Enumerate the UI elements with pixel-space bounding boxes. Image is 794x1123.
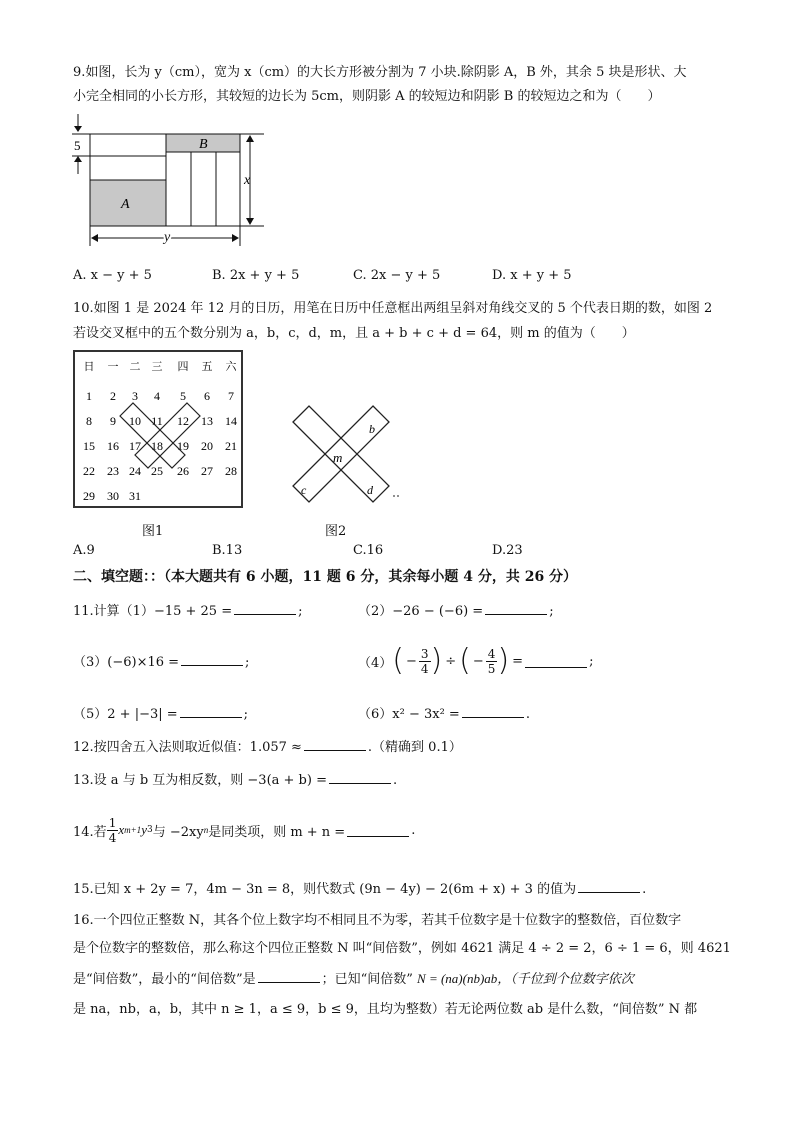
q11-part5-text: （5）2 + |−3| =: [73, 707, 178, 722]
q10-text-line2: 若设交叉框中的五个数分别为 a，b，c，d，m，且 a + b + c + d = 64，则 m 的值为（ ）: [73, 326, 635, 341]
calendar-date: 19: [177, 439, 189, 453]
q10-fig2-caption: 图2: [325, 524, 347, 539]
calendar-date: 18: [151, 439, 163, 453]
q9-figure: [68, 112, 268, 252]
calendar-weekday: 一: [107, 361, 119, 373]
q16-line3: [73, 970, 634, 989]
calendar-date: 13: [201, 414, 213, 428]
q10-fig2-label-m: m: [333, 450, 343, 465]
q9-option-a[interactable]: A. x − y + 5: [73, 268, 152, 283]
q12-suffix: .（精确到 0.1）: [367, 740, 462, 755]
q14-term-x: x: [118, 822, 125, 837]
calendar-date: 8: [86, 414, 92, 428]
section2-title: 二、填空题：：（本大题共有 6 小题，11 题 6 分，其余每小题 4 分，共 26 分）: [73, 569, 578, 585]
q14-exp1: m+1: [124, 825, 142, 835]
q14-exp3: n: [203, 825, 209, 835]
frac2-den: 5: [487, 661, 496, 676]
calendar-date: 3: [132, 389, 138, 403]
paren-left-2: (: [459, 643, 471, 678]
q10-fig2-label-c: c: [301, 483, 307, 497]
q11-part2: （2）−26 − (−6) = ;: [358, 604, 554, 619]
q16-line3b: ；已知“间倍数”: [321, 972, 413, 987]
paren-left: (: [392, 643, 404, 678]
q15-answer-blank[interactable]: [578, 880, 640, 893]
calendar-date: 7: [228, 389, 234, 403]
paren-right: ): [430, 643, 443, 678]
q11-part5: （5）2 + |−3| = ;: [73, 707, 249, 722]
calendar-date: 21: [225, 439, 237, 453]
q9-option-c[interactable]: C. 2x − y + 5: [353, 268, 441, 283]
frac1-num: 3: [420, 646, 429, 661]
q9-option-d[interactable]: D. x + y + 5: [492, 268, 572, 283]
calendar-weekday: 六: [225, 361, 237, 373]
q10-option-d[interactable]: D.23: [492, 543, 523, 558]
q11-part3: （3）(−6)×16 = ;: [73, 655, 250, 670]
q10-fig2-label-b: b: [369, 422, 375, 436]
q11-part4-answer-blank[interactable]: [525, 655, 587, 668]
q11-part5-answer-blank[interactable]: [180, 705, 242, 718]
q14-prefix: 14.若: [73, 824, 107, 840]
calendar-date: 14: [225, 414, 237, 428]
calendar-weekday: 四: [177, 361, 189, 373]
q12: [73, 738, 462, 757]
q9-label-A: A: [121, 197, 130, 212]
q9-label-x: x: [244, 173, 251, 188]
q11-part6-text: （6）x² − 3x² =: [358, 707, 460, 722]
q11-part3-text: （3）(−6)×16 =: [73, 655, 180, 670]
calendar-date: 17: [129, 439, 141, 453]
q14-frac: [107, 816, 119, 845]
calendar-weekday: 日: [83, 361, 95, 373]
q9-label-y: y: [164, 230, 171, 245]
q10-option-c[interactable]: C.16: [353, 543, 384, 558]
q15-text: 15.已知 x + 2y = 7，4m − 3n = 8，则代数式 (9n − 4y) − 2(6m + x) + 3 的值为: [73, 882, 577, 897]
calendar-date: 30: [107, 489, 119, 503]
q14: 14.若 $\frac{1}{4}$ x m+1 y 3 与 −2xy n 是同类项，则 m + n = .: [73, 815, 416, 845]
calendar-weekday: 二: [129, 361, 141, 373]
q14-term-y: y: [141, 822, 147, 837]
calendar-weekday: 五: [201, 361, 213, 373]
frac1-den: 4: [420, 661, 429, 676]
q11-part1: 11.计算（1）−15 + 25 = ;: [73, 604, 303, 619]
q12-text: 12.按四舍五入法则取近似值：1.057 ≈: [73, 740, 302, 755]
calendar-date: 15: [83, 439, 95, 453]
frac2-num: 4: [487, 646, 496, 661]
q13: 13.设 a 与 b 互为相反数，则 −3(a + b) = .: [73, 773, 398, 788]
q11-part3-answer-blank[interactable]: [181, 653, 243, 666]
calendar-date: 20: [201, 439, 213, 453]
calendar-date: 6: [204, 389, 210, 403]
calendar-date: 9: [110, 414, 116, 428]
q9-text-line1: 9.如图，长为 y（cm），宽为 x（cm）的大长方形被分割为 7 小块.除阴影 A，B 外，其余 5 块是形状、大: [73, 65, 687, 80]
q16-line3c: N = (na)(nb)ab，（千位到个位数字依次: [417, 971, 634, 986]
paren-right-2: ): [497, 643, 510, 678]
calendar-date: 24: [129, 464, 141, 478]
q14-exp2: 3: [146, 825, 153, 835]
q9-text-line2: 小完全相同的小长方形，其较短的边长为 5cm，则阴影 A 的较短边和阴影 B 的较短边之和为（ ）: [73, 89, 661, 104]
calendar-date: 29: [83, 489, 95, 503]
calendar-date: 25: [151, 464, 163, 478]
calendar-date: 26: [177, 464, 189, 478]
calendar-date: 31: [129, 489, 141, 503]
q11-part4-frac2: [486, 647, 498, 676]
q11-part4-op: ÷: [445, 653, 457, 669]
q11-part1-answer-blank[interactable]: [234, 602, 296, 615]
q15: 15.已知 x + 2y = 7，4m − 3n = 8，则代数式 (9n − 4y) − 2(6m + x) + 3 的值为 .: [73, 882, 647, 897]
q10-text-line1: 10.如图 1 是 2024 年 12 月的日历，用笔在日历中任意框出两组呈斜对角线交叉的 5 个代表日期的数，如图 2: [73, 301, 713, 316]
q10-calendar: [73, 350, 243, 508]
q16-line4: 是 na，nb，a，b，其中 n ≥ 1，a ≤ 9，b ≤ 9，且均为整数）若无论两位数 ab 是什么数，“间倍数” N 都: [73, 1002, 698, 1017]
q9-option-b[interactable]: B. 2x + y + 5: [212, 268, 300, 283]
q11-part4: （4） ( − $\frac{3}{4}$ ) ÷ ( − $\frac{4}{5}$ ) = ;: [358, 643, 594, 678]
q14-answer-blank[interactable]: [347, 824, 409, 837]
q10-fig2-label-d: d: [367, 483, 373, 497]
q11-part4-prefix: （4）: [358, 655, 393, 671]
q16-line2: 是个位数字的整数倍，那么称这个四位正整数 N 叫“间倍数”，例如 4621 满足 4 ÷ 2 = 2，6 ÷ 1 = 6，则 4621: [73, 941, 731, 956]
calendar-date: 23: [107, 464, 119, 478]
calendar-date: 5: [180, 389, 186, 403]
q14-suffix: 是同类项，则 m + n =: [208, 824, 346, 840]
calendar-date: 12: [177, 414, 189, 428]
q13-text: 13.设 a 与 b 互为相反数，则 −3(a + b) =: [73, 773, 327, 788]
calendar-date: 10: [129, 414, 141, 428]
calendar-date: 1: [86, 389, 92, 403]
q16-line1: 16.一个四位正整数 N，其各个位上数字均不相同且不为零，若其千位数字是十位数字的整数倍，百位数字: [73, 913, 682, 928]
q11-part6-answer-blank[interactable]: [462, 705, 524, 718]
q9-label-B: B: [199, 137, 208, 152]
q13-answer-blank[interactable]: [329, 771, 391, 784]
q11-part2-answer-blank[interactable]: [485, 602, 547, 615]
q11-part6: （6）x² − 3x² = .: [358, 707, 530, 722]
q14-middle: 与 −2xy: [152, 824, 204, 840]
q14-frac-num: 1: [108, 815, 117, 830]
q10-figure2: [285, 400, 405, 505]
q12-answer-blank[interactable]: [304, 738, 366, 751]
calendar-date: 16: [107, 439, 119, 453]
calendar-weekday: 三: [151, 361, 163, 373]
q10-fig1-caption: 图1: [142, 524, 164, 539]
q11-part2-text: （2）−26 − (−6) =: [358, 604, 484, 619]
q11-part4-frac1: [419, 647, 431, 676]
q9-label-5: 5: [74, 138, 81, 153]
calendar-date: 27: [201, 464, 213, 478]
q10-option-b[interactable]: B.13: [212, 543, 243, 558]
calendar-date: 11: [151, 414, 163, 428]
calendar-date: 28: [225, 464, 237, 478]
q10-option-a[interactable]: A.9: [73, 543, 95, 558]
calendar-date: 2: [110, 389, 116, 403]
calendar-date: 4: [154, 389, 160, 403]
calendar-date: 22: [83, 464, 95, 478]
q14-frac-den: 4: [108, 830, 117, 845]
q11-part1-text: 11.计算（1）−15 + 25 =: [73, 604, 233, 619]
q16-line3a: 是“间倍数”，最小的“间倍数”是: [73, 972, 256, 987]
q16-answer-blank[interactable]: [258, 970, 320, 983]
